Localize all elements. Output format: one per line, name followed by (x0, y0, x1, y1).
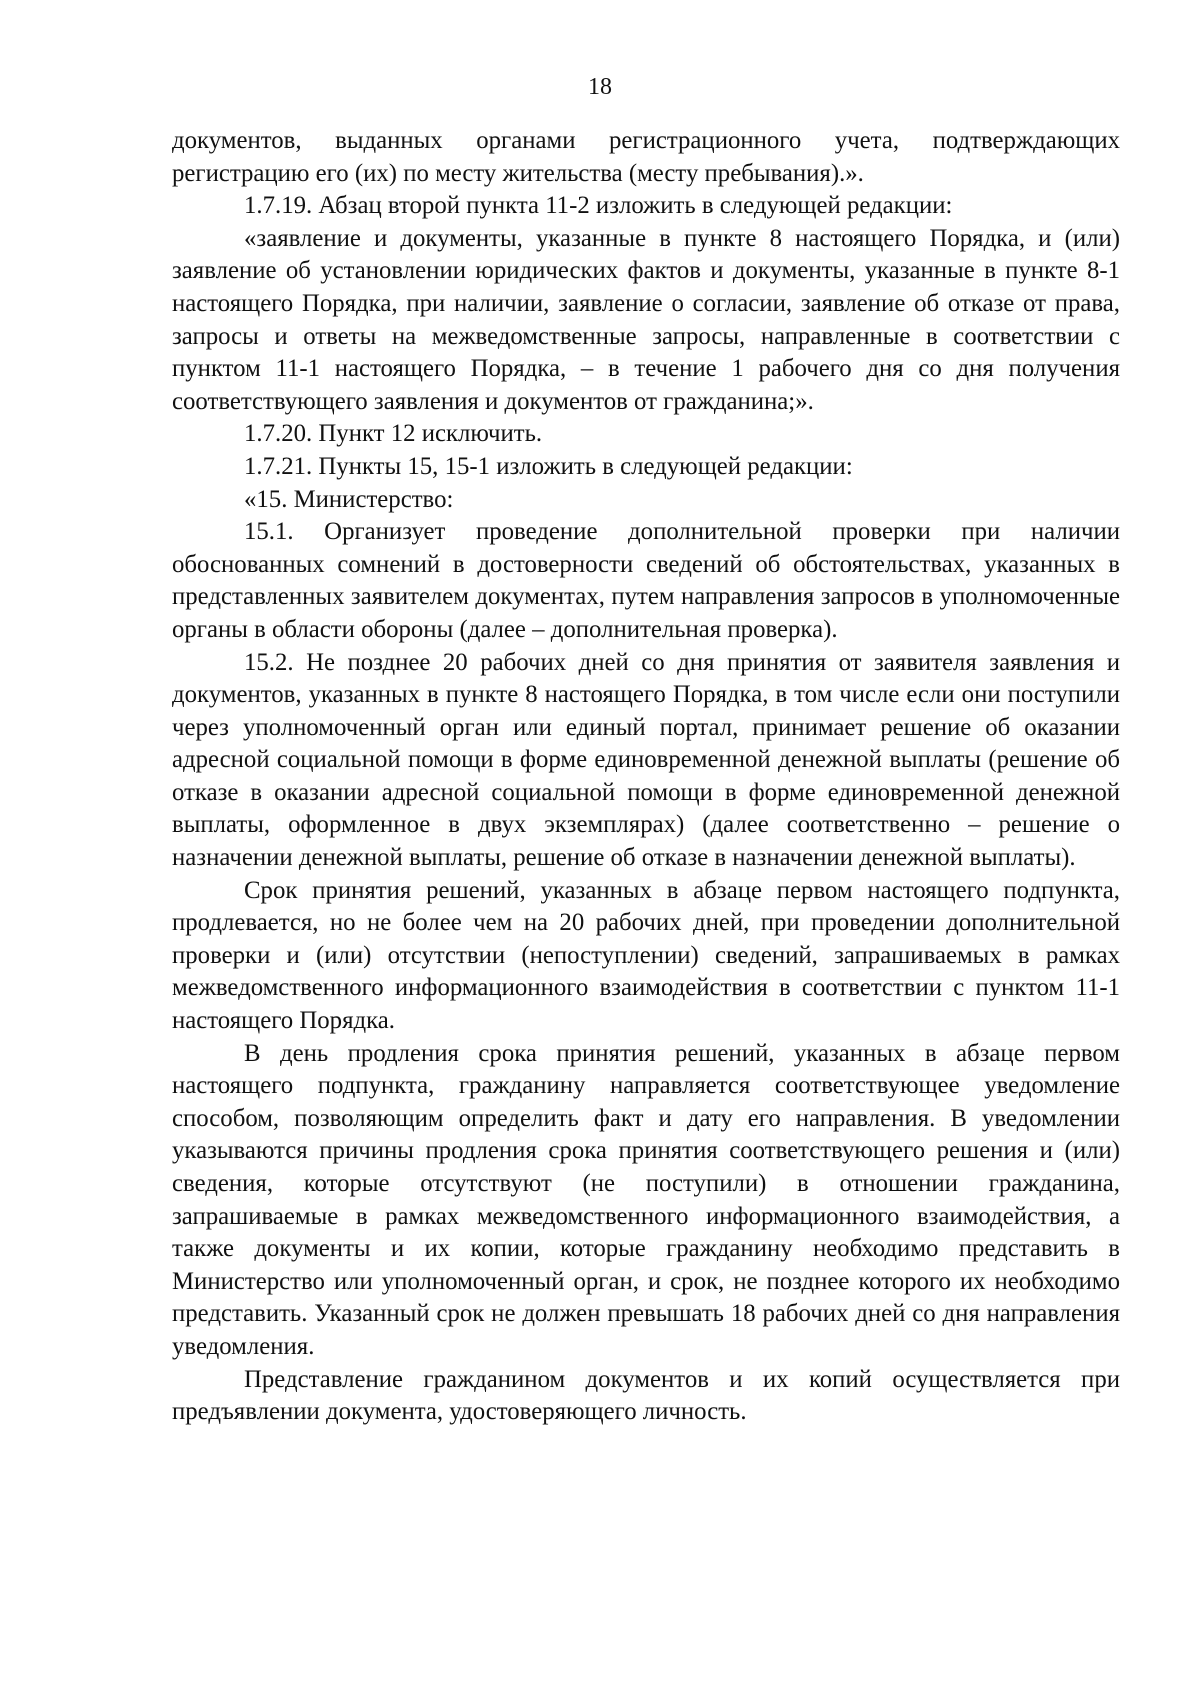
page-number: 18 (588, 74, 612, 100)
paragraph-1-7-20: 1.7.20. Пункт 12 исключить. (244, 420, 543, 448)
paragraph-continuation: документов, выданных органами регистрационного учета, подтверждающих регистрацию его (их) по месту жительства (месту пребывания).». (172, 127, 1120, 187)
paragraph-15: «15. Министерство: (244, 485, 454, 513)
paragraph-notification: В день продления срока принятия решений, указанных в абзаце первом настоящего подпункта, гражданину направляется соответствующее уведомление способом, позволяющим определить факт и дату его направления. В уведомлении указываются причины продления срока принятия соответствующего решения и (или) сведения, которые отсутствуют (не поступили) в отношении гражданина, запрашиваемые в рамках межведомственного информационного взаимодействия, а также документы и их копии, которые гражданину необходимо представить в Министерство или уполномоченный орган, и срок, не позднее которого их необходимо представить. Указанный срок не должен превышать 18 рабочих дней со дня направления уведомления. (172, 1039, 1120, 1360)
paragraph-15-2: 15.2. Не позднее 20 рабочих дней со дня принятия от заявителя заявления и документов, указанных в пункте 8 настоящего Порядка, в том числе если они поступили через уполномоченный орган или единый портал, принимает решение об оказании адресной социальной помощи в форме единовременной денежной выплаты (решение об отказе в оказании адресной социальной помощи в форме единовременной денежной выплаты, оформленное в двух экземплярах) (далее соответственно – решение о назначении денежной выплаты, решение об отказе в назначении денежной выплаты). (172, 648, 1120, 872)
paragraph-15-1: 15.1. Организует проведение дополнительной проверки при наличии обоснованных сомнений в достоверности сведений об обстоятельствах, указанных в представленных заявителем документах, путем направления запросов в уполномоченные органы в области обороны (далее – дополнительная проверка). (172, 518, 1120, 643)
paragraph-1-7-19: 1.7.19. Абзац второй пункта 11-2 изложить в следующей редакции: (244, 192, 953, 220)
paragraph-document-presentation: Представление гражданином документов и их копий осуществляется при предъявлении документа, удостоверяющего личность. (172, 1365, 1120, 1426)
paragraph-1-7-21: 1.7.21. Пункты 15, 15-1 изложить в следующей редакции: (244, 452, 853, 480)
paragraph-quote-11-2: «заявление и документы, указанные в пункте 8 настоящего Порядка, и (или) заявление об установлении юридических фактов и документы, указанные в пункте 8-1 настоящего Порядка, при наличии, заявление о согласии, заявление об отказе от права, запросы и ответы на межведомственные запросы, направленные в соответствии с пунктом 11-1 настоящего Порядка, – в течение 1 рабочего дня со дня получения соответствующего заявления и документов от гражданина;». (172, 224, 1120, 415)
paragraph-term-extension: Срок принятия решений, указанных в абзаце первом настоящего подпункта, продлевается, но не более чем на 20 рабочих дней, при проведении дополнительной проверки и (или) отсутствии (непоступлении) сведений, запрашиваемых в рамках межведомственного информационного взаимодействия в соответствии с пунктом 11-1 настоящего Порядка. (172, 876, 1120, 1035)
document-body (172, 125, 1120, 1429)
